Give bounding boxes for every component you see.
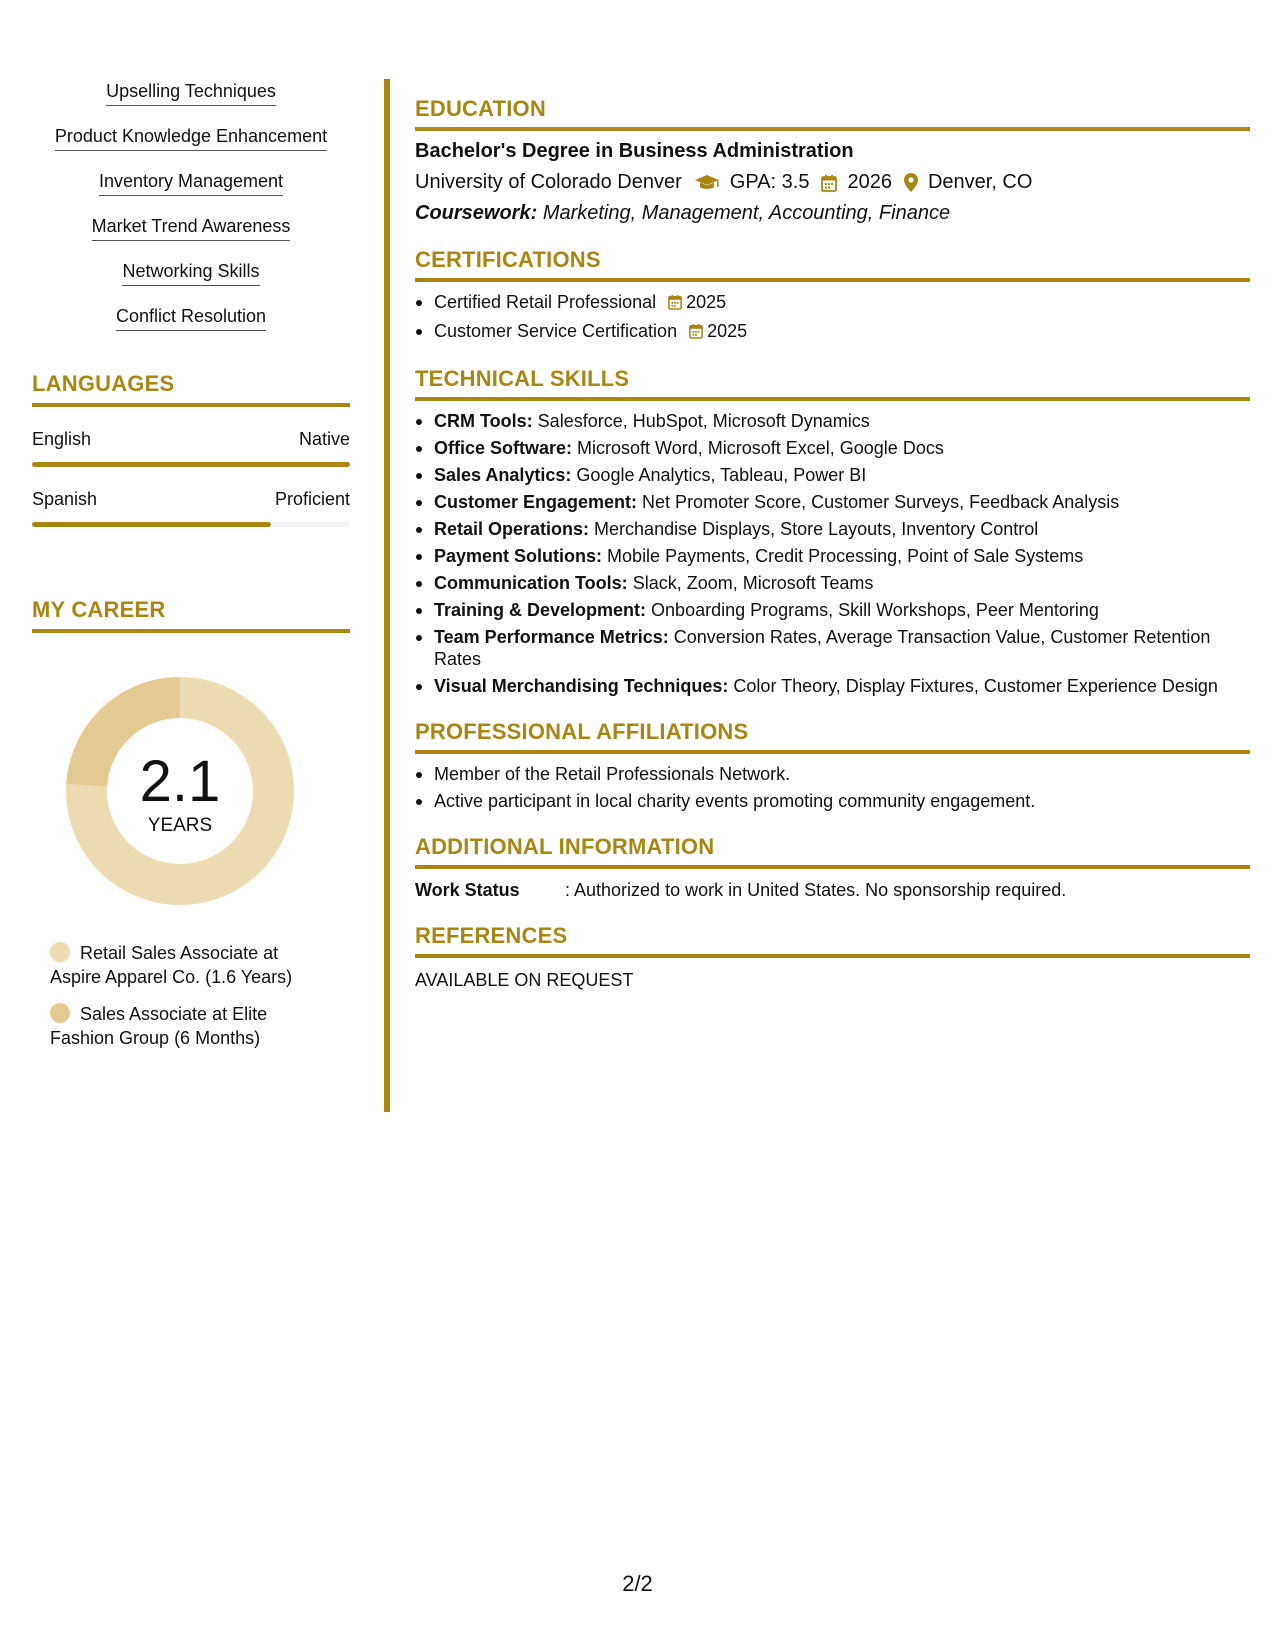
affiliations-section xyxy=(415,719,1250,812)
career-total: 2.1 xyxy=(139,749,221,814)
language-name: English xyxy=(32,429,92,449)
language-bar xyxy=(32,522,350,527)
page-number: 2/2 xyxy=(622,1571,653,1596)
skill-category: Payment Solutions: xyxy=(434,546,603,566)
skill-category: Sales Analytics: xyxy=(434,465,572,485)
language-entry xyxy=(32,429,350,467)
certifications-section xyxy=(415,247,1250,344)
certification-name: Certified Retail Professional xyxy=(434,292,657,312)
legend-text: Sales Associate at Elite Fashion Group (6 Months) xyxy=(50,1004,268,1048)
skill-values: Microsoft Word, Microsoft Excel, Google Docs xyxy=(577,438,944,458)
career-unit: YEARS xyxy=(147,815,213,836)
skill-item xyxy=(32,170,350,196)
language-name: Spanish xyxy=(32,489,98,509)
certification-item xyxy=(415,320,1250,344)
skill-label: Upselling Techniques xyxy=(106,80,276,106)
skill-item xyxy=(32,215,350,241)
column-divider xyxy=(384,79,390,1112)
donut-center xyxy=(66,677,294,905)
technical-skill-item xyxy=(415,626,1250,670)
skill-values: Merchandise Displays, Store Layouts, Inventory Control xyxy=(594,519,1039,539)
language-row xyxy=(32,429,350,450)
certification-list xyxy=(415,291,1250,344)
certification-year: 2025 xyxy=(707,321,748,341)
education-heading: EDUCATION xyxy=(415,96,1250,131)
language-entry xyxy=(32,489,350,527)
work-status-value: : Authorized to work in United States. No sponsorship required. xyxy=(565,880,1067,900)
affiliations-heading: PROFESSIONAL AFFILIATIONS xyxy=(415,719,1250,754)
skill-category: Retail Operations: xyxy=(434,519,590,539)
certifications-heading: CERTIFICATIONS xyxy=(415,247,1250,282)
legend-text: Retail Sales Associate at Aspire Apparel Co. (1.6 Years) xyxy=(50,943,293,987)
affiliation-item: Member of the Retail Professionals Network. xyxy=(415,763,1250,785)
technical-skills-list xyxy=(415,410,1250,697)
skill-item xyxy=(32,125,350,151)
technical-skill-item xyxy=(415,572,1250,594)
legend-item xyxy=(50,1002,330,1050)
technical-skill-item xyxy=(415,675,1250,697)
certification-year: 2025 xyxy=(686,292,727,312)
skill-item xyxy=(32,80,350,106)
legend-item xyxy=(50,941,330,989)
education-details xyxy=(415,171,1250,194)
references-text: AVAILABLE ON REQUEST xyxy=(415,970,634,990)
technical-skills-heading: TECHNICAL SKILLS xyxy=(415,366,1250,401)
education-year: 2026 xyxy=(847,171,892,193)
skill-category: Training & Development: xyxy=(434,600,647,620)
language-level: Native xyxy=(298,429,350,449)
technical-skill-item xyxy=(415,437,1250,459)
left-column xyxy=(32,80,350,1063)
technical-skill-item xyxy=(415,464,1250,486)
certification-name: Customer Service Certification xyxy=(434,321,678,341)
affiliations-list xyxy=(415,763,1250,812)
coursework-value: Marketing, Management, Accounting, Finance xyxy=(542,202,951,224)
affiliation-item: Active participant in local charity events promoting community engagement. xyxy=(415,790,1250,812)
skill-values: Slack, Zoom, Microsoft Teams xyxy=(632,573,874,593)
right-column xyxy=(415,96,1250,1013)
language-bar-fill xyxy=(32,462,350,467)
additional-info-section xyxy=(415,834,1250,901)
languages-section xyxy=(32,371,350,527)
map-pin-icon xyxy=(904,173,918,192)
language-row xyxy=(32,489,350,510)
skill-label: Market Trend Awareness xyxy=(92,215,291,241)
education-section xyxy=(415,96,1250,225)
skill-category: Team Performance Metrics: xyxy=(434,627,669,647)
skill-category: CRM Tools: xyxy=(434,411,533,431)
skill-values: Salesforce, HubSpot, Microsoft Dynamics xyxy=(537,411,870,431)
language-bar xyxy=(32,462,350,467)
work-status-row xyxy=(415,880,1250,901)
skill-category: Visual Merchandising Techniques: xyxy=(434,676,729,696)
technical-skill-item xyxy=(415,545,1250,567)
technical-skill-item xyxy=(415,599,1250,621)
skill-list xyxy=(32,80,350,331)
skill-item xyxy=(32,305,350,331)
calendar-icon xyxy=(689,322,703,344)
skill-category: Office Software: xyxy=(434,438,573,458)
technical-skill-item xyxy=(415,410,1250,432)
career-legend xyxy=(50,941,330,1050)
education-degree: Bachelor's Degree in Business Administration xyxy=(415,140,854,162)
skill-values: Color Theory, Display Fixtures, Customer Experience Design xyxy=(733,676,1218,696)
legend-dot xyxy=(50,1003,70,1023)
calendar-icon xyxy=(821,174,837,192)
certification-item xyxy=(415,291,1250,315)
skill-label: Networking Skills xyxy=(122,260,259,286)
references-heading: REFERENCES xyxy=(415,923,1250,958)
skill-label: Product Knowledge Enhancement xyxy=(55,125,327,151)
work-status-label: Work Status xyxy=(415,880,520,900)
skill-label: Conflict Resolution xyxy=(116,305,266,331)
language-level: Proficient xyxy=(274,489,350,509)
skill-category: Customer Engagement: xyxy=(434,492,638,512)
skill-values: Net Promoter Score, Customer Surveys, Feedback Analysis xyxy=(642,492,1120,512)
additional-info-heading: ADDITIONAL INFORMATION xyxy=(415,834,1250,869)
skill-item xyxy=(32,260,350,286)
skill-values: Onboarding Programs, Skill Workshops, Peer Mentoring xyxy=(651,600,1099,620)
skill-values: Google Analytics, Tableau, Power BI xyxy=(576,465,867,485)
education-coursework xyxy=(415,202,1250,225)
language-bar-fill xyxy=(32,522,271,527)
education-location: Denver, CO xyxy=(927,171,1033,193)
career-heading: MY CAREER xyxy=(32,597,350,633)
skill-values: Conversion Rates, Average Transaction Value, Customer Retention Rates xyxy=(434,627,1211,669)
languages-heading: LANGUAGES xyxy=(32,371,350,407)
technical-skill-item xyxy=(415,518,1250,540)
graduation-cap-icon xyxy=(694,174,720,192)
technical-skill-item xyxy=(415,491,1250,513)
references-section xyxy=(415,923,1250,991)
technical-skills-section xyxy=(415,366,1250,697)
calendar-icon xyxy=(668,293,682,315)
skill-label: Inventory Management xyxy=(99,170,283,196)
education-school: University of Colorado Denver xyxy=(415,171,682,193)
career-section xyxy=(32,597,350,1050)
coursework-label: Coursework: xyxy=(415,202,538,224)
skill-category: Communication Tools: xyxy=(434,573,628,593)
education-gpa: GPA: 3.5 xyxy=(729,171,810,193)
skill-values: Mobile Payments, Credit Processing, Point of Sale Systems xyxy=(607,546,1084,566)
career-donut xyxy=(66,677,294,905)
legend-dot xyxy=(50,942,70,962)
